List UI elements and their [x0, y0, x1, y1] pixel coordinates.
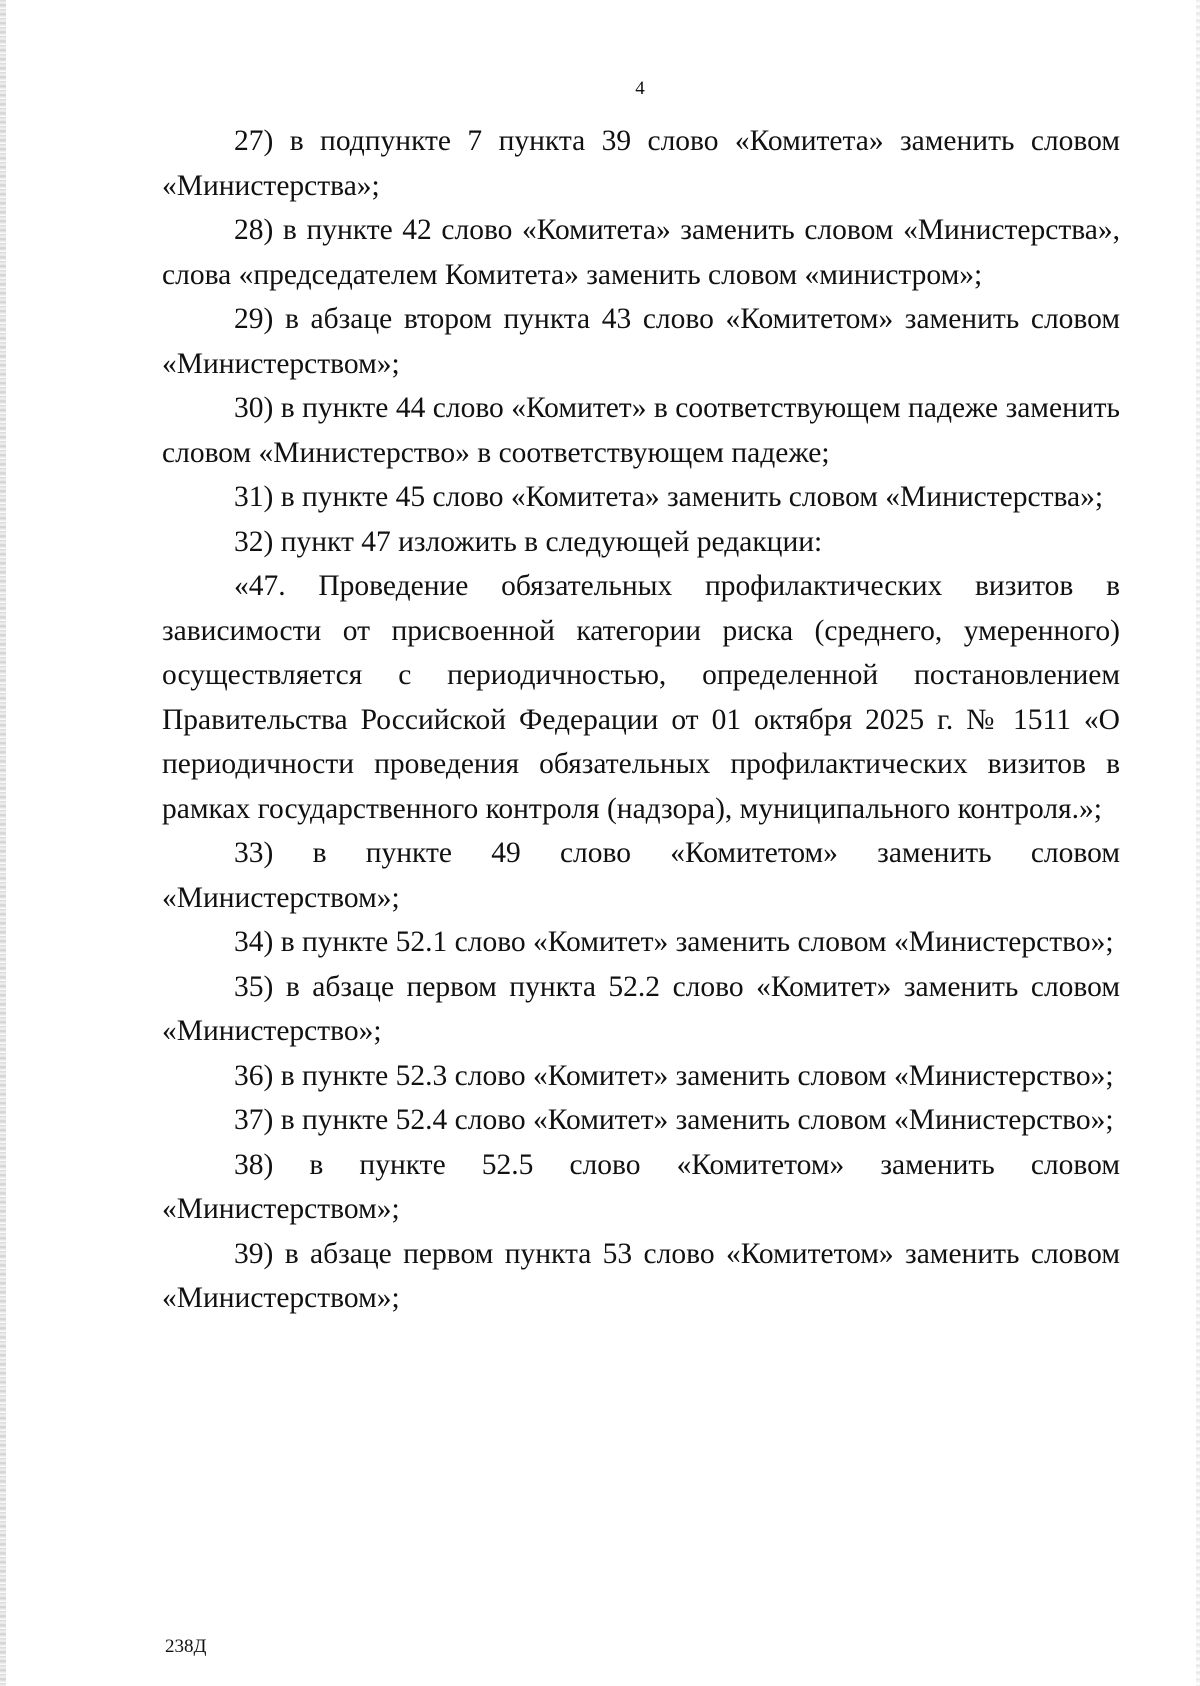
document-body — [162, 119, 1120, 1321]
scan-edge-right — [1196, 0, 1200, 1686]
paragraph-item-35: 35) в абзаце первом пункта 52.2 слово «Комитет» заменить словом «Министерство»; — [162, 970, 1120, 1047]
paragraph-item-28: 28) в пункте 42 слово «Комитета» заменить словом «Министерства», слова «председателем Комитета» заменить словом «министром»; — [162, 214, 1120, 291]
paragraph-item-37: 37) в пункте 52.4 слово «Комитет» заменить словом «Министерство»; — [234, 1104, 1114, 1136]
paragraph-item-29: 29) в абзаце втором пункта 43 слово «Комитетом» заменить словом «Министерством»; — [162, 303, 1120, 380]
paragraph-item-39: 39) в абзаце первом пункта 53 слово «Комитетом» заменить словом «Министерством»; — [162, 1237, 1120, 1314]
paragraph-item-33: 33) в пункте 49 слово «Комитетом» заменить словом «Министерством»; — [162, 837, 1120, 914]
scan-edge-left — [0, 0, 6, 1686]
paragraph-item-34: 34) в пункте 52.1 слово «Комитет» заменить словом «Министерство»; — [234, 926, 1114, 958]
paragraph-item-36: 36) в пункте 52.3 слово «Комитет» заменить словом «Министерство»; — [234, 1059, 1114, 1092]
paragraph-item-47-text: «47. Проведение обязательных профилактических визитов в зависимости от присвоенной категории риска (среднего, умеренного) осуществляется с периодичностью, определенной постановлением Правительства Российской Федерации от 01 октября 2025 г. № 1511 «О периодичности проведения обязательных профилактических визитов в рамках государственного контроля (надзора), муниципального контроля.»; — [162, 570, 1120, 825]
footer-document-code: 238Д — [165, 1636, 207, 1657]
paragraph-item-32: 32) пункт 47 изложить в следующей редакции: — [234, 525, 823, 558]
paragraph-item-31: 31) в пункте 45 слово «Комитета» заменить словом «Министерства»; — [234, 481, 1104, 513]
paragraph-item-30: 30) в пункте 44 слово «Комитет» в соответствующем падеже заменить словом «Министерство» в соответствующем падеже; — [162, 392, 1120, 469]
page-number: 4 — [635, 78, 645, 99]
paragraph-item-38: 38) в пункте 52.5 слово «Комитетом» заменить словом «Министерством»; — [162, 1148, 1120, 1225]
paragraph-item-27: 27) в подпункте 7 пункта 39 слово «Комитета» заменить словом «Министерства»; — [162, 125, 1120, 202]
